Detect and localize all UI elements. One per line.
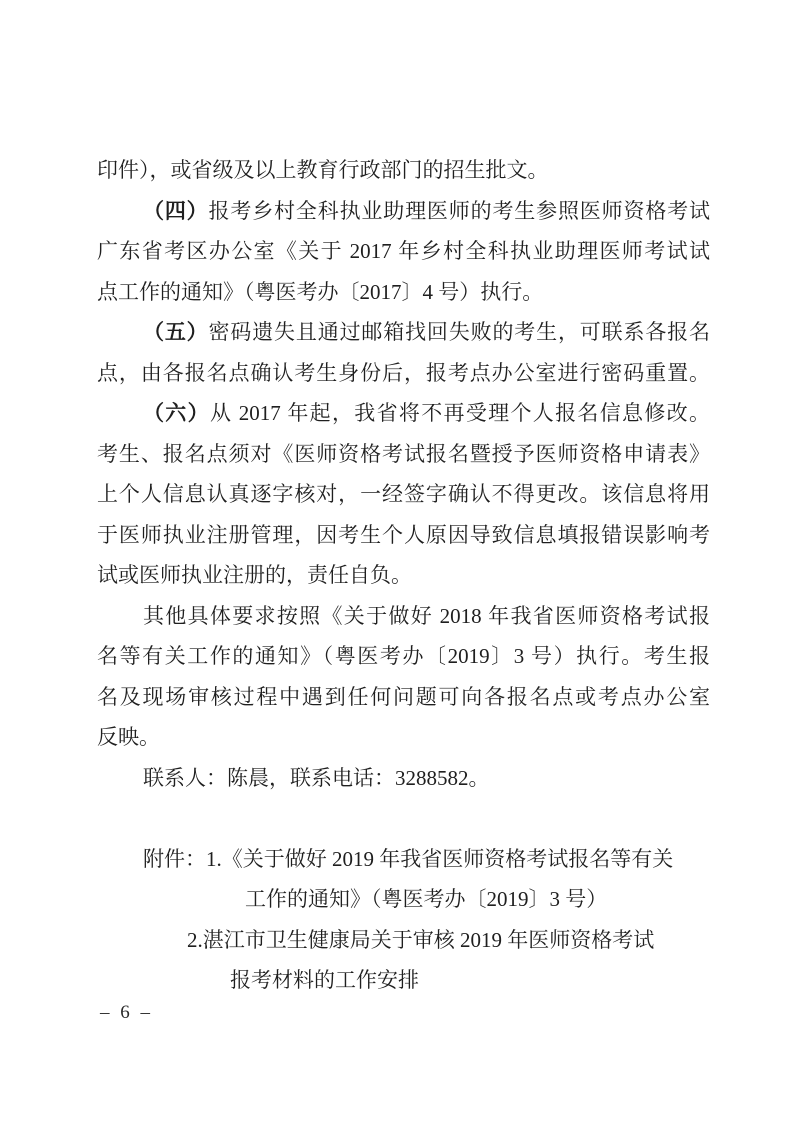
page-number: – 6 – <box>100 1002 153 1023</box>
text-line: 印件），或省级及以上教育行政部门的招生批文。 <box>97 158 549 182</box>
paragraph-number: （六） <box>143 401 210 425</box>
text-line: 附件：1.《关于做好 2019 年我省医师资格考试报名等有关 <box>143 846 674 871</box>
text-line: 点，由各报名点确认考生身份后，报考点办公室进行密码重置。 <box>97 360 710 385</box>
text-line: 2.湛江市卫生健康局关于审核 2019 年医师资格考试 <box>187 927 655 952</box>
paragraph-number: （五） <box>143 320 209 344</box>
text-line: 名等有关工作的通知》（粤医考办〔2019〕3 号）执行。考生报 <box>97 644 710 668</box>
document-lines <box>97 150 710 1001</box>
text-line: （六）从 2017 年起，我省将不再受理个人报名信息修改。 <box>143 401 710 425</box>
text-line: （四）报考乡村全科执业助理医师的考生参照医师资格考试 <box>143 198 711 223</box>
text-line: 报考材料的工作安排 <box>230 968 419 992</box>
text-line: 考生、报名点须对《医师资格考试报名暨授予医师资格申请表》 <box>97 441 710 466</box>
text-line: 工作的通知》（粤医考办〔2019〕3 号） <box>245 887 608 911</box>
text-line: 广东省考区办公室《关于 2017 年乡村全科执业助理医师考试试 <box>97 239 710 263</box>
text-line: 于医师执业注册管理，因考生个人原因导致信息填报错误影响考 <box>97 522 710 547</box>
text-line: 点工作的通知》（粤医考办〔2017〕4 号）执行。 <box>97 279 544 304</box>
text-line: 试或医师执业注册的，责任自负。 <box>97 563 412 587</box>
text-line: 联系人：陈晨，联系电话：3288582。 <box>143 765 490 790</box>
text-line: 反映。 <box>97 725 160 749</box>
paragraph-number: （四） <box>143 198 209 223</box>
text-line: （五）密码遗失且通过邮箱找回失败的考生，可联系各报名 <box>143 320 711 344</box>
text-line: 名及现场审核过程中遇到任何问题可向各报名点或考点办公室 <box>97 684 710 709</box>
blank-line <box>97 798 710 839</box>
text-line: 上个人信息认真逐字核对，一经签字确认不得更改。该信息将用 <box>97 482 710 506</box>
text-line: 其他具体要求按照《关于做好 2018 年我省医师资格考试报 <box>143 603 710 628</box>
